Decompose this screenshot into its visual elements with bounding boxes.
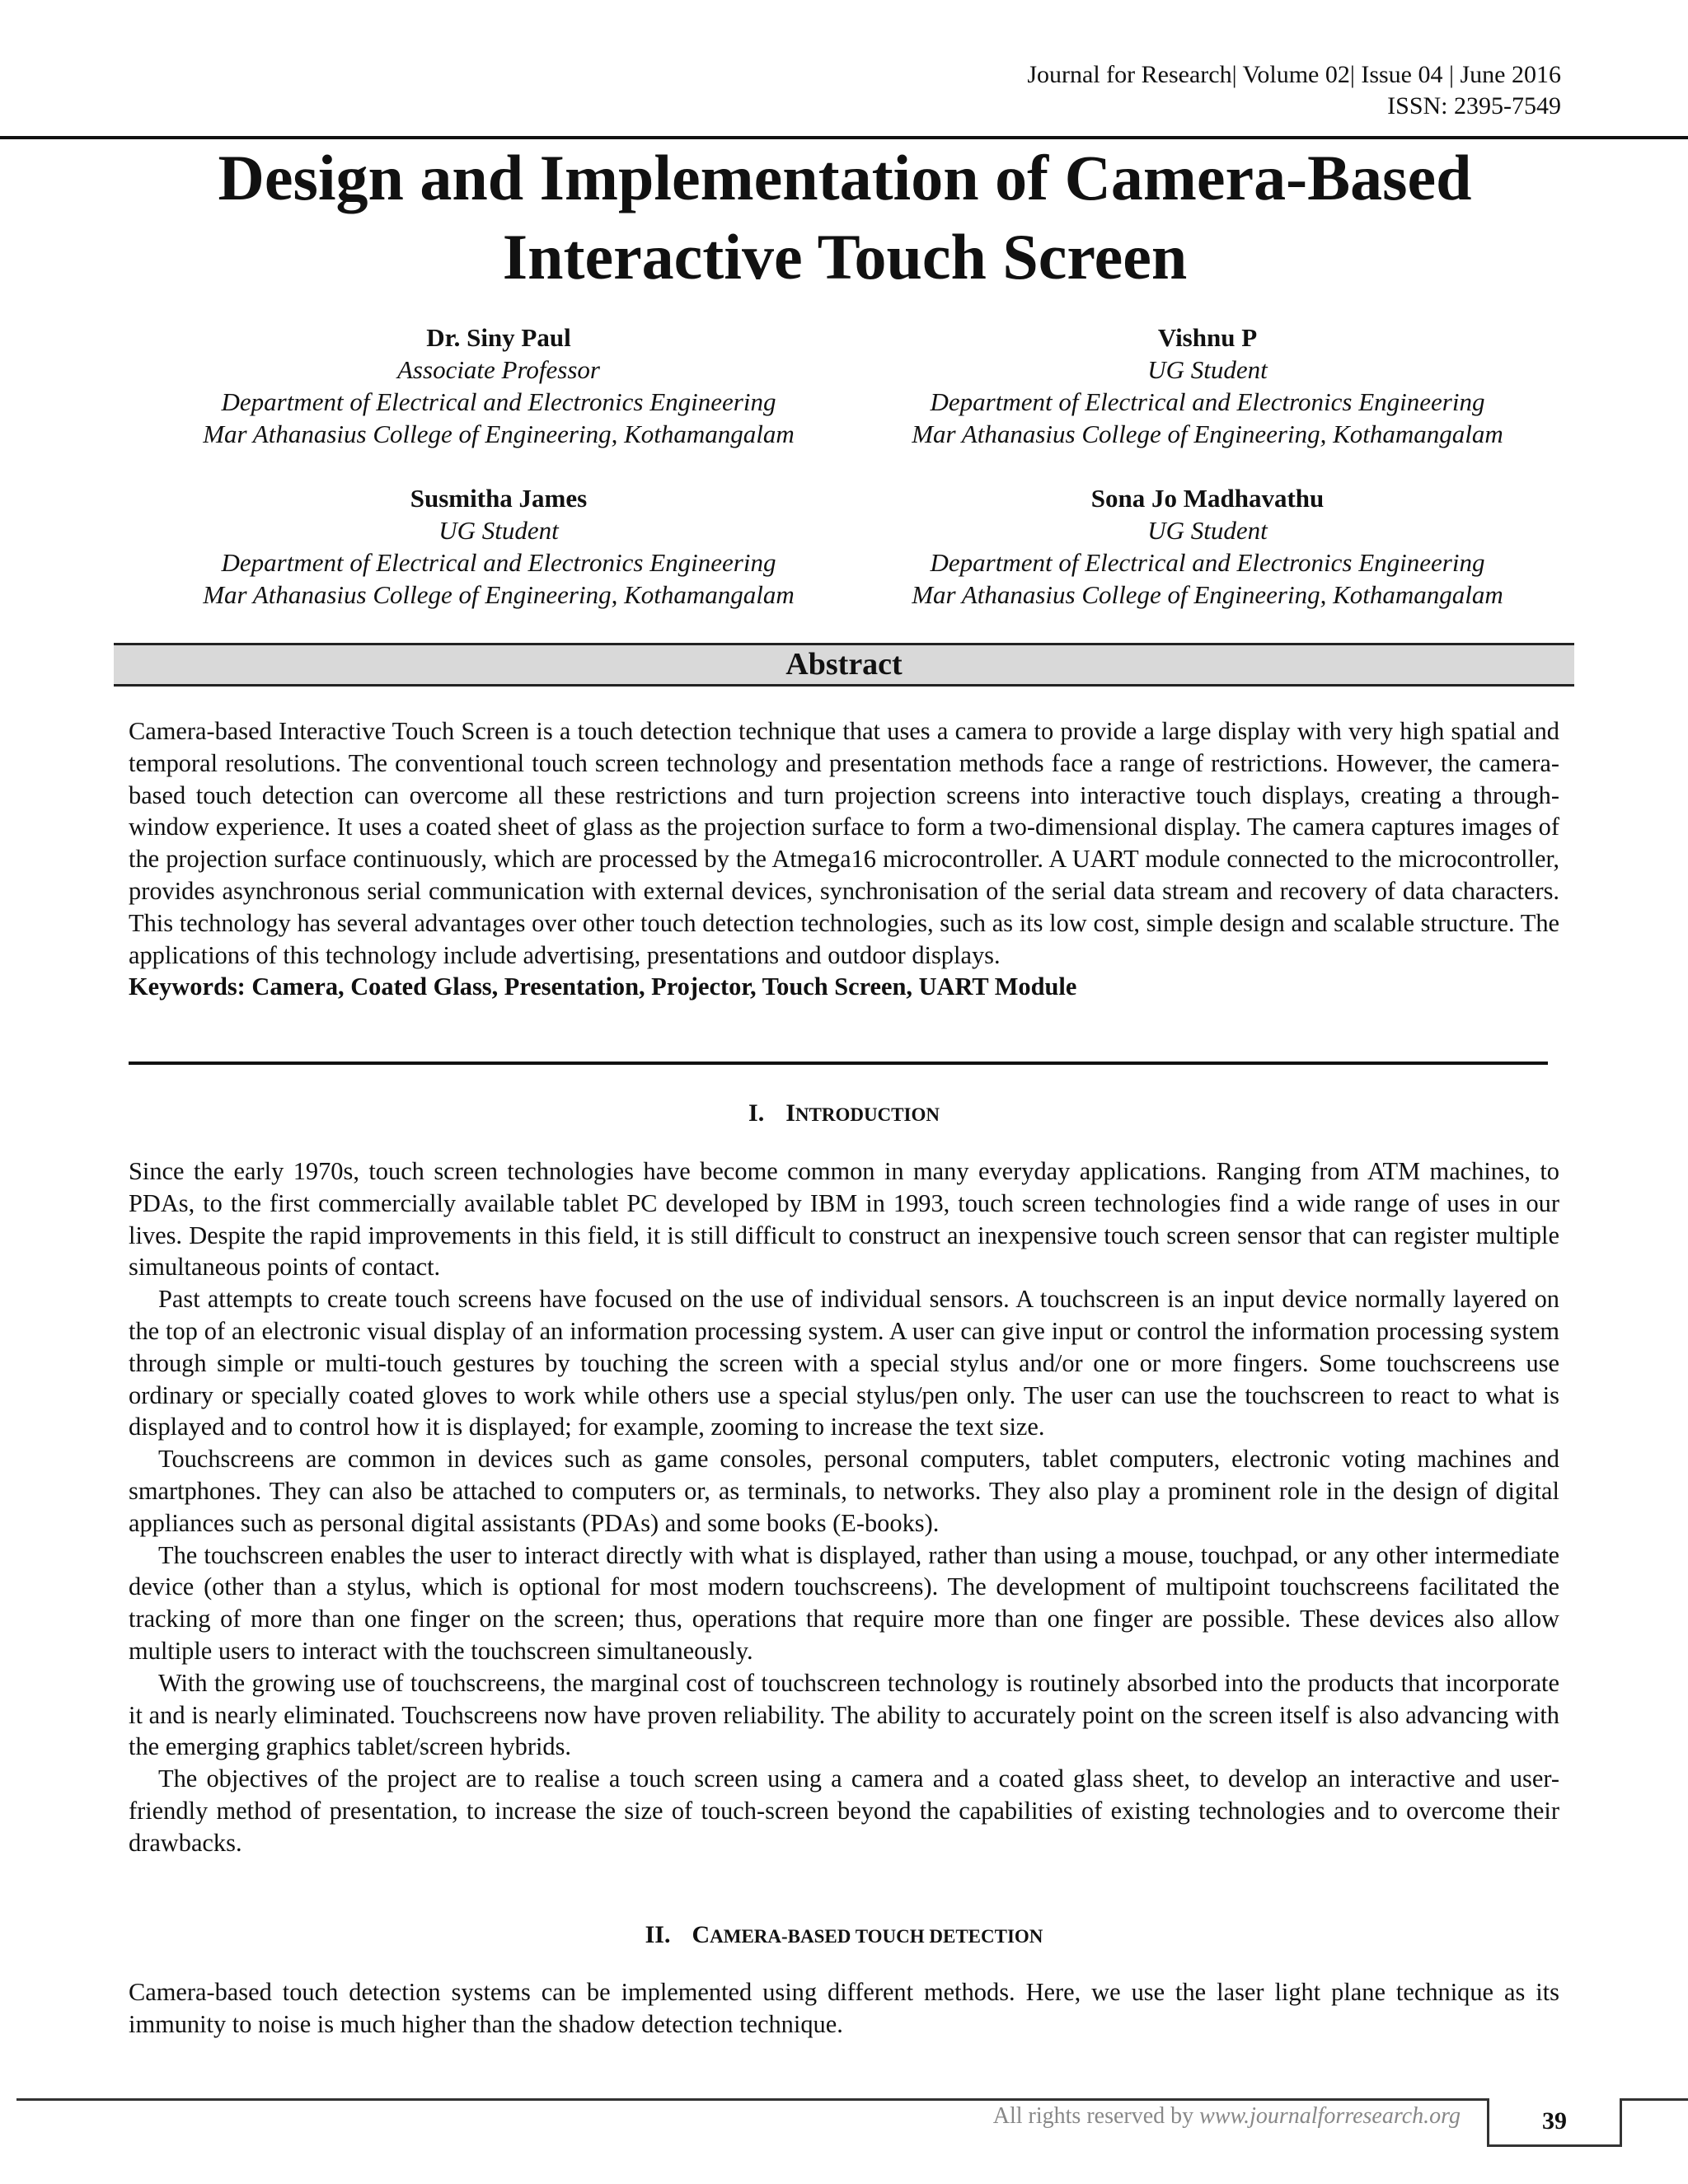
paragraph: The objectives of the project are to realise a touch screen using a camera and a coated glass sheet, to develop an interactive and user-friendly method of presentation, to increase the size of touch-screen beyond the capabilities of existing technologies and to overcome their drawbacks.: [129, 1765, 1559, 1857]
paragraph: The touchscreen enables the user to interact directly with what is displayed, rather than using a mouse, touchpad, or any other intermediate device (other than a stylus, which is optional for most modern touchscreens). The development of multipoint touchscreens facilitated the tracking of more than one finger on the screen; thus, operations that require more than one finger are possible. These devices also allow multiple users to interact with the touchscreen simultaneously.: [129, 1540, 1559, 1665]
author-college: Mar Athanasius College of Engineering, Kothamangalam: [912, 580, 1503, 609]
author-block: [128, 482, 870, 611]
section-number: II.: [645, 1921, 671, 1948]
page-number: 39: [1487, 2098, 1622, 2147]
author-name: Sona Jo Madhavathu: [1090, 484, 1325, 513]
author-role: UG Student: [1147, 355, 1268, 384]
paragraph: Past attempts to create touch screens have focused on the use of individual sensors. A touchscreen is an input device normally layered on the top of an electronic visual display of an information processing system. A user can give input or control the information processing system through simple or multi-touch gestures by touching the screen with a special stylus and/or one or more fingers. Some touchscreens use ordinary or specially coated gloves to work while others use a special stylus/pen only. The user can use the touchscreen to react to what is displayed and to control how it is displayed; for example, zooming to increase the text size.: [129, 1285, 1559, 1441]
paragraph: Since the early 1970s, touch screen technologies have become common in many everyday applications. Ranging from ATM machines, to PDAs, to the first commercially available tablet PC developed by IBM in 1993, touch screen technologies find a wide range of uses in our lives. Despite the rapid improvements in this field, it is still difficult to construct an inexpensive touch screen sensor that can register multiple simultaneous points of contact.: [129, 1157, 1559, 1282]
footer-divider: [16, 2098, 1487, 2101]
author-role: UG Student: [1147, 516, 1268, 545]
section-title-rest: AMERA-BASED TOUCH DETECTION: [710, 1926, 1043, 1947]
paper-title-line-1: Design and Implementation of Camera-Based: [218, 142, 1472, 213]
section-title-initial: I: [785, 1099, 795, 1127]
paper-title-line-2: Interactive Touch Screen: [502, 221, 1188, 293]
footer-divider-right: [1620, 2098, 1688, 2101]
author-department: Department of Electrical and Electronics Engineering: [221, 548, 776, 577]
section-body-introduction: [129, 1155, 1559, 1859]
section-number: I.: [748, 1099, 765, 1127]
footer-rights-text: All rights reserved by: [992, 2103, 1200, 2129]
section-title-initial: C: [692, 1921, 710, 1948]
author-college: Mar Athanasius College of Engineering, Kothamangalam: [912, 419, 1503, 448]
author-name: Dr. Siny Paul: [426, 323, 571, 352]
section-heading-camera-based-touch-detection: [0, 1919, 1688, 1952]
paragraph: With the growing use of touchscreens, the marginal cost of touchscreen technology is routinely absorbed into the products that incorporate it and is nearly eliminated. Touchscreens now have proven reliability. The ability to accurately point on the screen itself is also advancing with the emerging graphics tablet/screen hybrids.: [129, 1668, 1559, 1761]
abstract-heading: Abstract: [114, 643, 1574, 687]
author-block: [128, 321, 870, 450]
paragraph: Touchscreens are common in devices such as game consoles, personal computers, tablet computers, electronic voting machines and smartphones. They can also be attached to computers or, as terminals, to networks. They also play a prominent role in the design of digital appliances such as personal digital assistants (PDAs) and some books (E-books).: [129, 1445, 1559, 1537]
section-body-camera-based-touch-detection: [129, 1976, 1559, 2041]
author-department: Department of Electrical and Electronics Engineering: [930, 548, 1485, 577]
author-role: UG Student: [438, 516, 559, 545]
footer-url: www.journalforresearch.org: [1199, 2103, 1461, 2129]
paragraph: Camera-based touch detection systems can be implemented using different methods. Here, we use the laser light plane technique as its immunity to noise is much higher than the shadow detection technique.: [129, 1978, 1559, 2038]
paper-title: [107, 138, 1582, 297]
author-department: Department of Electrical and Electronics Engineering: [221, 387, 776, 416]
author-block: [837, 482, 1578, 611]
section-heading-introduction: [0, 1098, 1688, 1131]
author-name: Susmitha James: [410, 484, 588, 513]
author-college: Mar Athanasius College of Engineering, Kothamangalam: [203, 419, 795, 448]
footer-rights: [719, 2102, 1461, 2131]
author-name: Vishnu P: [1157, 323, 1258, 352]
journal-issn: ISSN: 2395-7549: [1387, 92, 1561, 120]
author-college: Mar Athanasius College of Engineering, Kothamangalam: [203, 580, 795, 609]
author-role: Associate Professor: [397, 355, 600, 384]
abstract-divider: [129, 1062, 1548, 1065]
journal-info: Journal for Research| Volume 02| Issue 04 | June 2016: [1027, 61, 1561, 88]
section-title-rest: NTRODUCTION: [795, 1104, 940, 1125]
keywords: Keywords: Camera, Coated Glass, Presentation, Projector, Touch Screen, UART Module: [129, 972, 1077, 1001]
author-department: Department of Electrical and Electronics Engineering: [930, 387, 1485, 416]
author-block: [837, 321, 1578, 450]
abstract-section: [129, 715, 1559, 1003]
journal-header: [819, 59, 1561, 122]
abstract-text: Camera-based Interactive Touch Screen is a touch detection technique that uses a camera to provide a large display with very high spatial and temporal resolutions. The conventional touch screen technology and presentation methods face a range of restrictions. However, the camera-based touch detection can overcome all these restrictions and turn projection screens into interactive touch displays, creating a through-window experience. It uses a coated sheet of glass as the projection surface to form a two-dimensional display. The camera captures images of the projection surface continuously, which are processed by the Atmega16 microcontroller. A UART module connected to the microcontroller, provides asynchronous serial communication with external devices, synchronisation of the serial data stream and recovery of data characters. This technology has several advantages over other touch detection technologies, such as its low cost, simple design and scalable structure. The applications of this technology include advertising, presentations and outdoor displays.: [129, 717, 1559, 969]
